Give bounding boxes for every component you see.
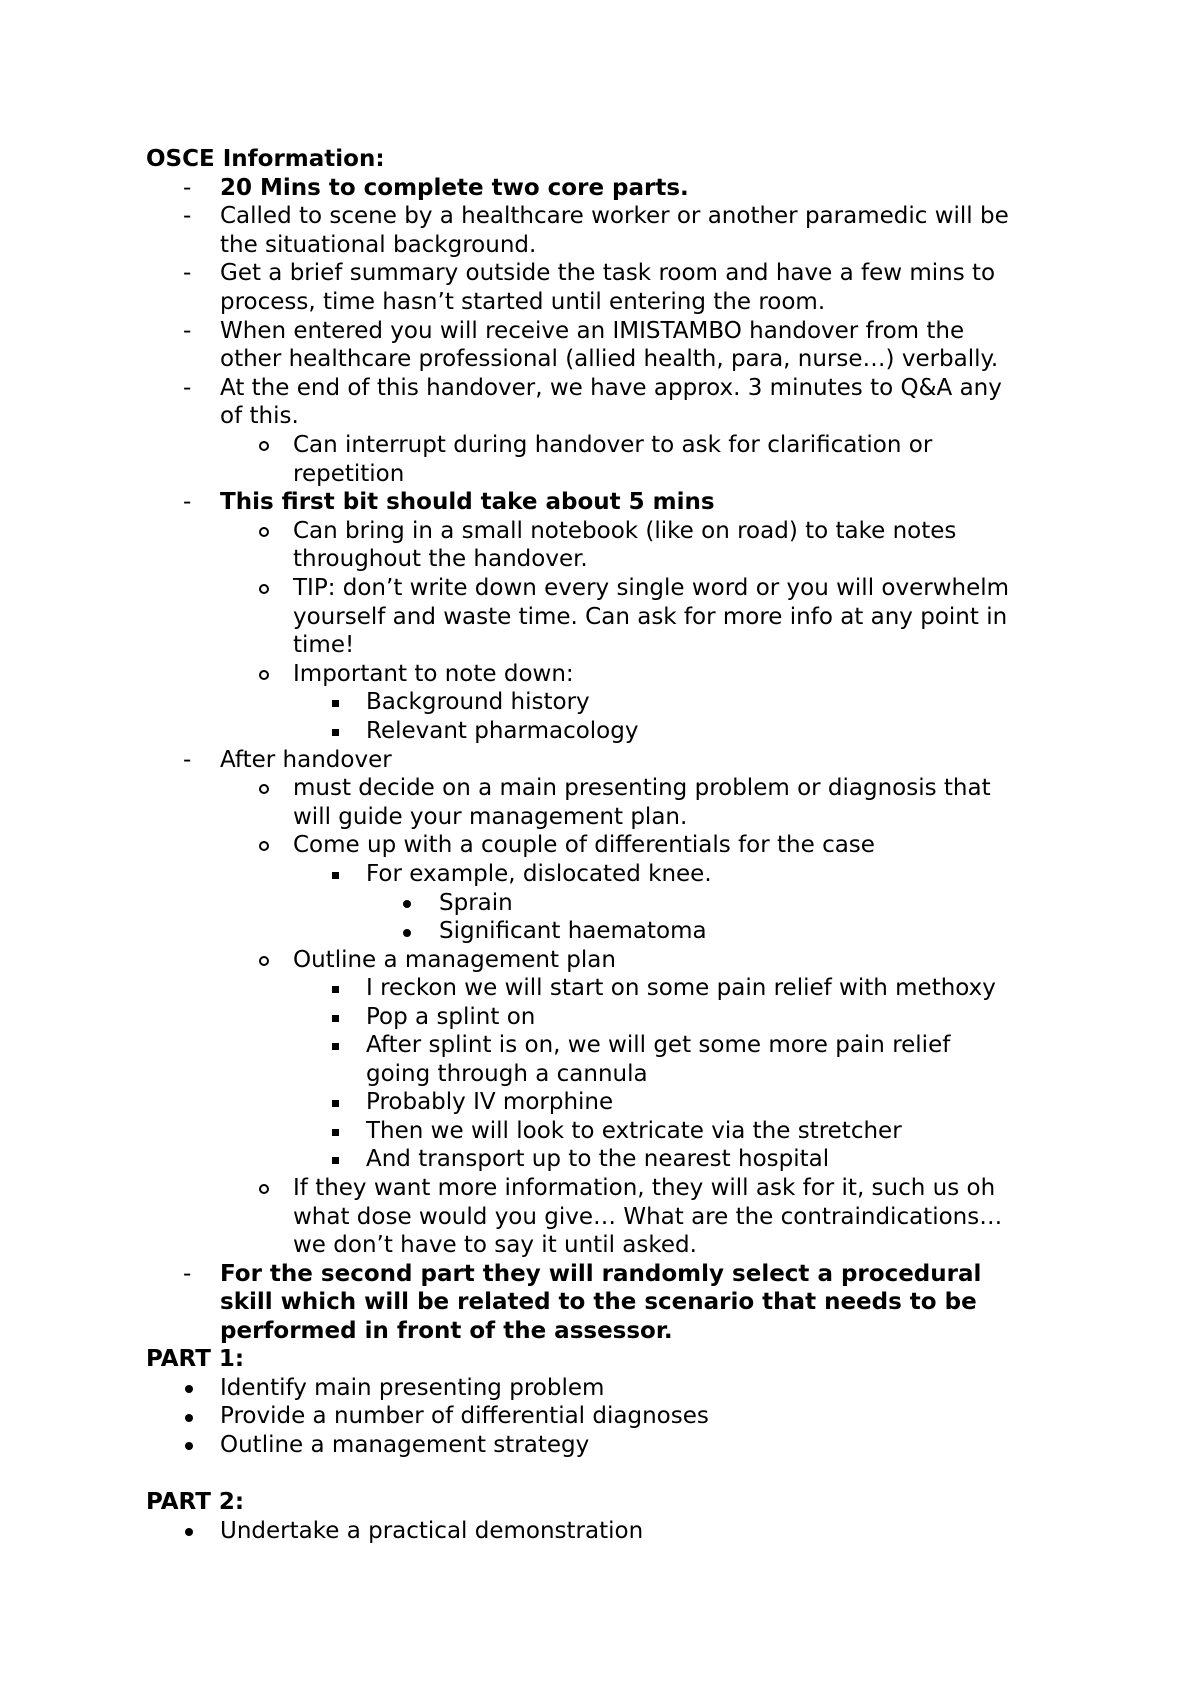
square-bullet bbox=[332, 700, 339, 707]
dash-bullet: - bbox=[183, 175, 192, 201]
list-item: When entered you will receive an IMISTAMBO handover from the bbox=[220, 318, 965, 344]
part2-title: PART 2: bbox=[146, 1489, 245, 1515]
sub-sub-item: Then we will look to extricate via the stretcher bbox=[366, 1118, 902, 1144]
square-bullet bbox=[332, 729, 339, 736]
dash-bullet: - bbox=[183, 260, 192, 286]
sub-item-cont: repetition bbox=[293, 461, 405, 487]
circle-bullet bbox=[259, 784, 269, 794]
list-item-cont: other healthcare professional (allied health, para, nurse…) verbally. bbox=[220, 346, 999, 372]
list-item-cont: performed in front of the assessor. bbox=[220, 1318, 673, 1344]
sub-sub-item: Background history bbox=[366, 689, 590, 715]
sub-sub-item: After splint is on, we will get some more pain relief bbox=[366, 1032, 951, 1058]
sub-item-cont: yourself and waste time. Can ask for more info at any point in bbox=[293, 604, 1008, 630]
dash-bullet: - bbox=[183, 489, 192, 515]
list-item-cont: of this. bbox=[220, 403, 299, 429]
list-item: For the second part they will randomly select a procedural bbox=[220, 1261, 982, 1287]
dash-bullet: - bbox=[183, 747, 192, 773]
sub-item-cont: will guide your management plan. bbox=[293, 804, 688, 830]
square-bullet bbox=[332, 1015, 339, 1022]
round-bullet bbox=[185, 1528, 193, 1536]
list-item-cont: the situational background. bbox=[220, 232, 537, 258]
square-bullet bbox=[332, 1157, 339, 1164]
list-item-cont: process, time hasn’t started until entering the room. bbox=[220, 289, 826, 315]
sub-item: If they want more information, they will ask for it, such us oh bbox=[293, 1175, 996, 1201]
square-bullet bbox=[332, 986, 339, 993]
round-bullet bbox=[403, 900, 411, 908]
sub-item-cont: we don’t have to say it until asked. bbox=[293, 1232, 697, 1258]
part1-item: Provide a number of differential diagnoses bbox=[220, 1403, 709, 1429]
list-item: Called to scene by a healthcare worker or another paramedic will be bbox=[220, 203, 1009, 229]
part1-item: Identify main presenting problem bbox=[220, 1375, 605, 1401]
sub-sub-item: And transport up to the nearest hospital bbox=[366, 1146, 830, 1172]
sub-item: Come up with a couple of differentials for the case bbox=[293, 832, 875, 858]
page-heading: OSCE Information: bbox=[146, 146, 385, 172]
list-item: At the end of this handover, we have approx. 3 minutes to Q&A any bbox=[220, 375, 1002, 401]
sub-item: Can interrupt during handover to ask for clarification or bbox=[293, 432, 933, 458]
sub-item-cont: throughout the handover. bbox=[293, 546, 588, 572]
circle-bullet bbox=[259, 670, 269, 680]
sub-item: Important to note down: bbox=[293, 661, 574, 687]
sub-item-cont: time! bbox=[293, 632, 355, 658]
round-bullet bbox=[185, 1385, 193, 1393]
sub-item: Outline a management plan bbox=[293, 947, 616, 973]
circle-bullet bbox=[259, 1184, 269, 1194]
round-bullet bbox=[185, 1442, 193, 1450]
list-item: This first bit should take about 5 mins bbox=[220, 489, 715, 515]
sub-sub-item: Probably IV morphine bbox=[366, 1089, 614, 1115]
sub-sub-item: Pop a splint on bbox=[366, 1004, 536, 1030]
round-bullet bbox=[185, 1414, 193, 1422]
part1-title: PART 1: bbox=[146, 1346, 245, 1372]
sub-item: Can bring in a small notebook (like on road) to take notes bbox=[293, 518, 957, 544]
dash-bullet: - bbox=[183, 318, 192, 344]
dash-bullet: - bbox=[183, 203, 192, 229]
circle-bullet bbox=[259, 956, 269, 966]
sub-sub-item-cont: going through a cannula bbox=[366, 1061, 648, 1087]
square-bullet bbox=[332, 1129, 339, 1136]
round-bullet bbox=[403, 929, 411, 937]
sub-item: TIP: don’t write down every single word or you will overwhelm bbox=[293, 575, 1010, 601]
sub-item: must decide on a main presenting problem or diagnosis that bbox=[293, 775, 991, 801]
circle-bullet bbox=[259, 441, 269, 451]
dash-bullet: - bbox=[183, 1261, 192, 1287]
part1-item: Outline a management strategy bbox=[220, 1432, 590, 1458]
list-item: Get a brief summary outside the task room and have a few mins to bbox=[220, 260, 996, 286]
circle-bullet bbox=[259, 584, 269, 594]
circle-bullet bbox=[259, 841, 269, 851]
sub-sub-item: I reckon we will start on some pain relief with methoxy bbox=[366, 975, 996, 1001]
part2-item: Undertake a practical demonstration bbox=[220, 1518, 644, 1544]
list-item: 20 Mins to complete two core parts. bbox=[220, 175, 689, 201]
dash-bullet: - bbox=[183, 375, 192, 401]
sub-item-cont: what dose would you give… What are the contraindications… bbox=[293, 1204, 1003, 1230]
sub-sub-sub-item: Significant haematoma bbox=[439, 918, 707, 944]
sub-sub-item: For example, dislocated knee. bbox=[366, 861, 712, 887]
square-bullet bbox=[332, 872, 339, 879]
square-bullet bbox=[332, 1100, 339, 1107]
circle-bullet bbox=[259, 527, 269, 537]
square-bullet bbox=[332, 1043, 339, 1050]
list-item: After handover bbox=[220, 747, 392, 773]
sub-sub-sub-item: Sprain bbox=[439, 890, 513, 916]
sub-sub-item: Relevant pharmacology bbox=[366, 718, 639, 744]
list-item-cont: skill which will be related to the scenario that needs to be bbox=[220, 1289, 977, 1315]
